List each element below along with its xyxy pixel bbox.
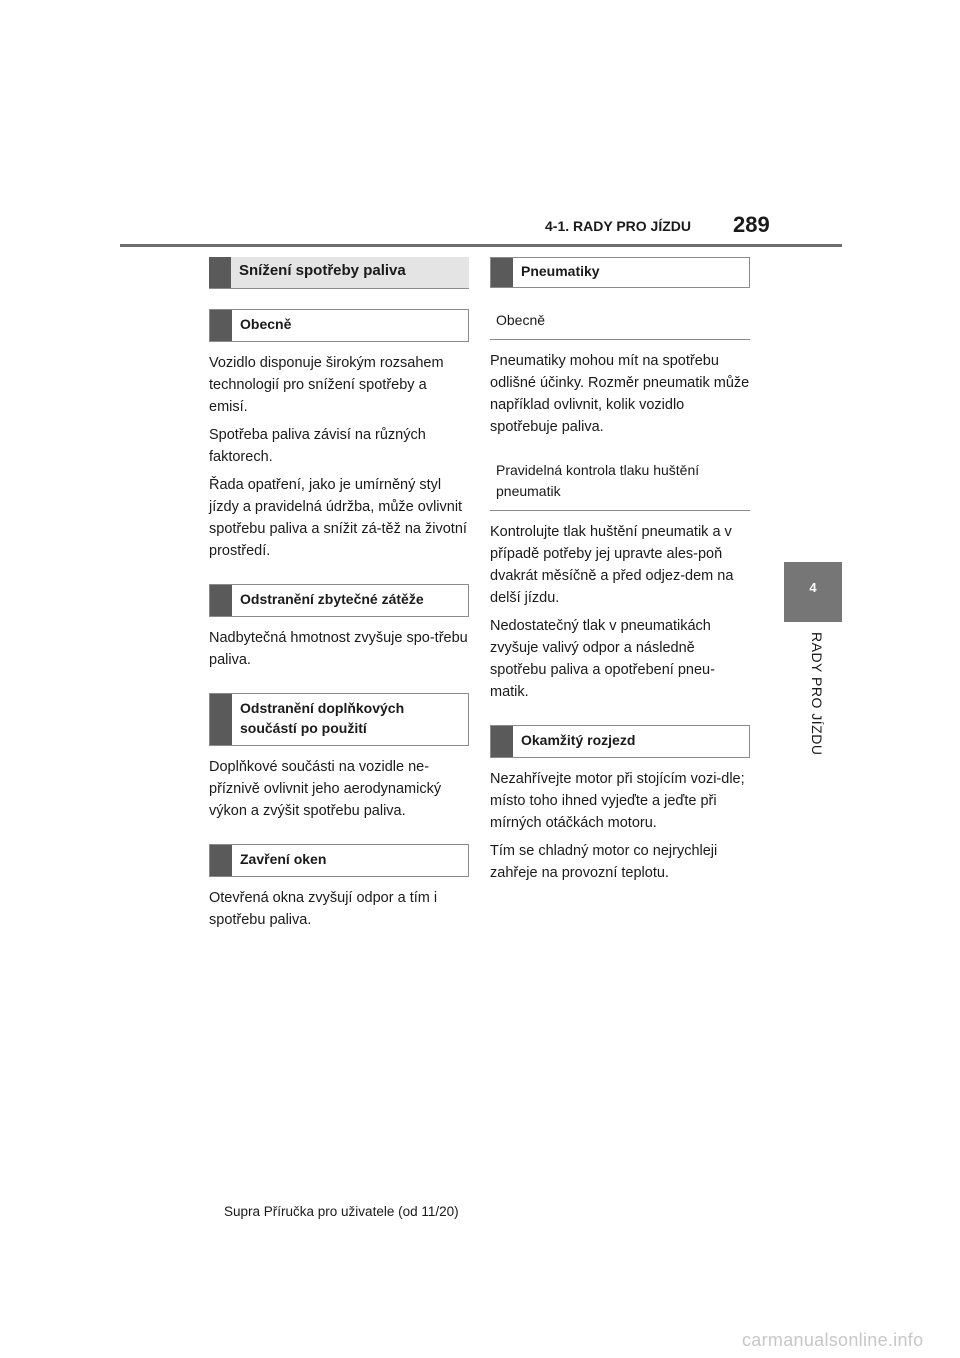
chapter-heading-text: Pneumatiky	[521, 263, 600, 279]
page-number: 289	[733, 212, 770, 237]
chapter-tab-number: 4	[809, 580, 817, 595]
paragraph: Kontrolujte tlak huštění pneumatik a v případě potřeby jej upravte ales-poň dvakrát měsíčně a před odjez-dem na delší jízdu.	[490, 524, 734, 606]
heading-marker	[209, 257, 231, 288]
paragraph: Nezahřívejte motor při stojícím vozi-dle; místo toho ihned vyjeďte a jeďte při mírných otáčkách motoru.	[490, 771, 745, 831]
heading-marker	[210, 694, 232, 745]
chapter-tab-label: RADY PRO JÍZDU	[809, 632, 825, 756]
heading-marker	[491, 258, 513, 287]
section-heading-general: Obecně	[490, 310, 750, 340]
section-heading-text: Okamžitý rozjezd	[521, 732, 636, 748]
heading-marker	[210, 585, 232, 616]
heading-marker	[491, 726, 513, 757]
paragraph: Řada opatření, jako je umírněný styl jízdy a pravidelná údržba, může ovlivnit spotřebu paliva a snížit zá-těž na životní prostředí.	[209, 477, 467, 559]
paragraph: Vozidlo disponuje širokým rozsahem technologií pro snížení spotřeby a emisí.	[209, 355, 444, 415]
paragraph: Nadbytečná hmotnost zvyšuje spo-třebu paliva.	[209, 630, 468, 668]
header-rule	[120, 244, 842, 247]
right-column	[490, 257, 750, 884]
section-heading-remove-load	[209, 584, 469, 617]
section-heading-text: Odstranění zbytečné zátěže	[240, 591, 424, 607]
paragraph: Spotřeba paliva závisí na různých faktorech.	[209, 427, 426, 465]
heading-marker	[210, 845, 232, 876]
heading-marker	[210, 310, 232, 341]
section-heading-text: Odstranění doplňkových součástí po použití	[240, 700, 405, 736]
section-heading-text: Obecně	[240, 316, 292, 332]
section-heading-text: Zavření oken	[240, 851, 327, 867]
footer-text: Supra Příručka pro uživatele (od 11/20)	[224, 1204, 459, 1219]
section-heading-remove-accessories	[209, 693, 469, 746]
section-title: 4-1. RADY PRO JÍZDU	[545, 218, 691, 234]
section-heading-tyre-pressure: Pravidelná kontrola tlaku huštění pneumatik	[490, 460, 750, 511]
paragraph: Otevřená okna zvyšují odpor a tím i spotřebu paliva.	[209, 890, 438, 928]
paragraph: Tím se chladný motor co nejrychleji zahřeje na provozní teplotu.	[490, 843, 718, 881]
section-heading-general	[209, 309, 469, 342]
chapter-heading-text: Snížení spotřeby paliva	[239, 262, 406, 279]
watermark: carmanualsonline.info	[742, 1330, 924, 1350]
left-column	[209, 257, 469, 931]
paragraph: Pneumatiky mohou mít na spotřebu odlišné účinky. Rozměr pneumatik může například ovlivnit, kolik vozidlo spotřebuje paliva.	[490, 353, 750, 435]
paragraph: Doplňkové součásti na vozidle ne-příznivě ovlivnit jeho aerodynamický výkon a zvýšit spotřebu paliva.	[209, 759, 442, 819]
chapter-heading-tyres	[490, 257, 750, 288]
chapter-heading-fuel	[209, 257, 469, 289]
section-heading-immediate-start	[490, 725, 750, 758]
section-heading-close-windows	[209, 844, 469, 877]
paragraph: Nedostatečný tlak v pneumatikách zvyšuje valivý odpor a následně spotřebu paliva a opotřebení pneu-matik.	[490, 618, 715, 700]
